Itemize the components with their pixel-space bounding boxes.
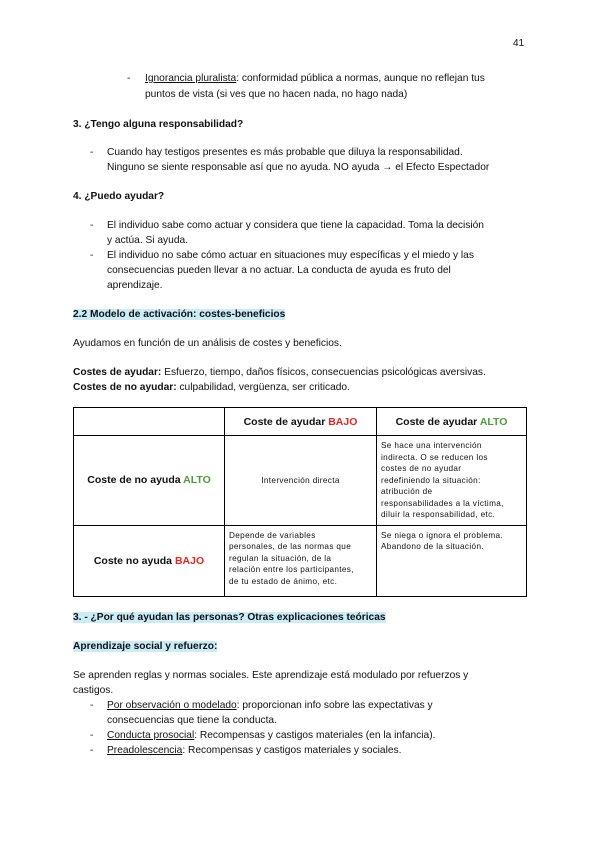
highlighted-subheading: Aprendizaje social y refuerzo: — [73, 641, 218, 652]
section-heading — [73, 610, 386, 625]
bullet-dash: - — [90, 220, 94, 231]
table-cell: Se niega o ignora el problema. Abandono de la situación. — [377, 525, 527, 596]
list-item: Conducta prosocial: Recompensas y castigos materiales (en la infancia). — [107, 730, 436, 741]
list-item-continuation: y actúa. Si ayuda. — [107, 235, 188, 246]
table-cell: Se hace una intervención indirecta. O se reducen los costes de no ayudar redefiniendo la situación: atribución de responsabilidades a la víctima, diluir la responsabilidad, etc. — [377, 436, 527, 526]
paragraph: castigos. — [73, 685, 114, 696]
subsection-heading — [73, 639, 217, 654]
list-item-continuation: puntos de vista (si ves que no hacen nada, no hago nada) — [145, 89, 408, 100]
list-item: Ignorancia pluralista: conformidad pública a normas, aunque no reflejan tus — [145, 73, 485, 84]
cost-benefit-table — [73, 407, 527, 597]
paragraph: Costes de no ayudar: culpabilidad, vergüenza, ser criticado. — [73, 382, 350, 393]
table-header-cell: Coste de ayudar ALTO — [377, 408, 527, 436]
bullet-dash: - — [90, 147, 94, 158]
term-ignorancia-pluralista: Ignorancia pluralista — [145, 73, 237, 84]
list-item: Preadolescencia: Recompensas y castigos materiales y sociales. — [107, 745, 402, 756]
table-header-row — [74, 408, 527, 436]
page-number: 41 — [513, 38, 525, 49]
list-item: Cuando hay testigos presentes es más probable que diluya la responsabilidad. — [107, 147, 463, 158]
paragraph: Ayudamos en función de un análisis de costes y beneficios. — [73, 338, 342, 349]
bullet-dash: - — [90, 700, 94, 711]
table-row-header: Coste no ayuda BAJO — [74, 525, 225, 596]
list-item-continuation: consecuencias pueden llevar a no actuar. La conducta de ayuda es fruto del — [107, 265, 451, 276]
table-row — [74, 436, 527, 526]
list-item: Por observación o modelado: proporcionan info sobre las expectativas y — [107, 700, 433, 711]
section-heading: 4. ¿Puedo ayudar? — [73, 191, 165, 202]
section-heading — [73, 307, 285, 322]
table-cell: Intervención directa — [225, 436, 377, 526]
list-item: El individuo sabe como actuar y considera que tiene la capacidad. Toma la decisión — [107, 220, 484, 231]
table-row — [74, 525, 527, 596]
paragraph: Costes de ayudar: Esfuerzo, tiempo, daños físicos, consecuencias psicológicas aversivas. — [73, 367, 486, 378]
list-item-continuation: consecuencias que tiene la conducta. — [107, 715, 277, 726]
bullet-dash: - — [90, 745, 94, 756]
bullet-dash: - — [90, 730, 94, 741]
list-item: El individuo no sabe cómo actuar en situaciones muy específicas y el miedo y las — [107, 250, 474, 261]
list-item-continuation: Ninguno se siente responsable así que no ayuda. NO ayuda → el Efecto Espectador — [107, 162, 490, 173]
table-header-cell: Coste de ayudar BAJO — [225, 408, 377, 436]
bullet-dash: - — [90, 250, 94, 261]
highlighted-heading: 2.2 Modelo de activación: costes-beneficios — [73, 309, 286, 320]
section-heading: 3. ¿Tengo alguna responsabilidad? — [73, 119, 244, 130]
paragraph: Se aprenden reglas y normas sociales. Este aprendizaje está modulado por refuerzos y — [73, 670, 469, 681]
table-cell: Depende de variables personales, de las normas que regulan la situación, de la relación entre los participantes, de tu estado de ánimo, etc. — [225, 525, 377, 596]
highlighted-heading: 3. - ¿Por qué ayudan las personas? Otras explicaciones teóricas — [73, 612, 386, 623]
bullet-dash: - — [127, 73, 131, 84]
list-item-continuation: aprendizaje. — [107, 280, 163, 291]
table-row-header: Coste de no ayuda ALTO — [74, 436, 225, 526]
table-corner-cell — [74, 408, 225, 436]
